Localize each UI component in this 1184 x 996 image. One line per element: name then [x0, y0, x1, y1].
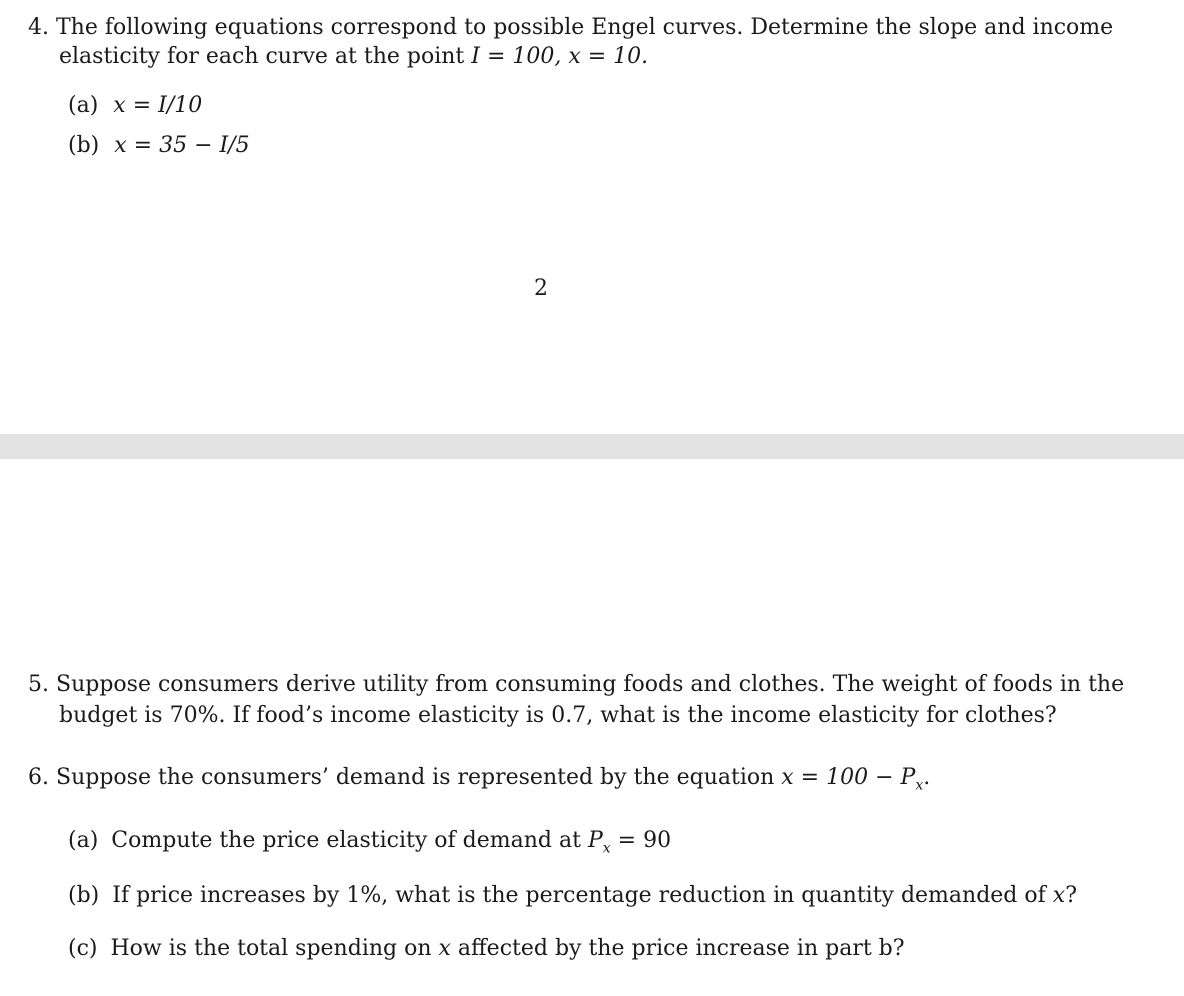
- q6-part-a-label: (a): [68, 828, 99, 853]
- q6-part-b-end: ?: [1065, 883, 1077, 908]
- q4-part-a-equation: x = I/10: [113, 93, 203, 118]
- q4-point-math: I = 100, x = 10.: [471, 44, 649, 69]
- q6-part-b-math: x: [1052, 883, 1066, 908]
- q4-text-1: The following equations correspond to possible Engel curves. Determine the slope and income: [56, 15, 1114, 40]
- q6-part-a-sub: x: [602, 840, 611, 857]
- q4-part-b-label: (b): [68, 133, 100, 158]
- q6-part-b-text: If price increases by 1%, what is the percentage reduction in quantity demanded of: [112, 883, 1053, 908]
- page-separator: [0, 434, 1184, 459]
- q4-part-a-label: (a): [68, 93, 99, 118]
- q6-line: [28, 763, 930, 800]
- q6-part-a: [68, 826, 671, 863]
- q6-part-b: [68, 881, 1077, 911]
- q6-equation-sub: x: [915, 777, 924, 794]
- document-page-bottom: [0, 459, 1184, 996]
- q6-period: .: [923, 765, 931, 790]
- q6-text: Suppose the consumers’ demand is represented by the equation: [56, 765, 782, 790]
- q5-text-2: budget is 70%. If food’s income elasticity is 0.7, what is the income elasticity for clothes?: [59, 703, 1057, 728]
- q6-part-c: [68, 934, 905, 964]
- q4-part-a: [68, 91, 202, 121]
- q6-number: 6.: [28, 765, 49, 790]
- q5-line-2: [59, 701, 1057, 731]
- q4-part-b-equation: x = 35 − I/5: [114, 133, 250, 158]
- page-number: 2: [534, 276, 548, 301]
- q6-equation: x = 100 − P: [781, 765, 916, 790]
- q4-line-2: [59, 42, 648, 72]
- q5-line-1: [28, 670, 1124, 700]
- q6-part-a-end: = 90: [610, 828, 672, 853]
- q5-text-1: Suppose consumers derive utility from consuming foods and clothes. The weight of foods in the: [56, 672, 1125, 697]
- q6-part-b-label: (b): [68, 883, 100, 908]
- q4-part-b: [68, 131, 250, 161]
- document-page-top: [0, 0, 1184, 434]
- q4-text-2: elasticity for each curve at the point: [59, 44, 472, 69]
- q6-part-c-math: x: [438, 936, 451, 961]
- q4-line-1: [28, 13, 1113, 43]
- q4-number: 4.: [28, 15, 49, 40]
- q6-part-c-label: (c): [68, 936, 98, 961]
- q6-part-c-end: affected by the price increase in part b?: [450, 936, 905, 961]
- q6-part-a-text: Compute the price elasticity of demand at: [111, 828, 588, 853]
- q5-number: 5.: [28, 672, 49, 697]
- q6-part-c-text: How is the total spending on: [110, 936, 439, 961]
- q6-part-a-math: P: [587, 828, 603, 853]
